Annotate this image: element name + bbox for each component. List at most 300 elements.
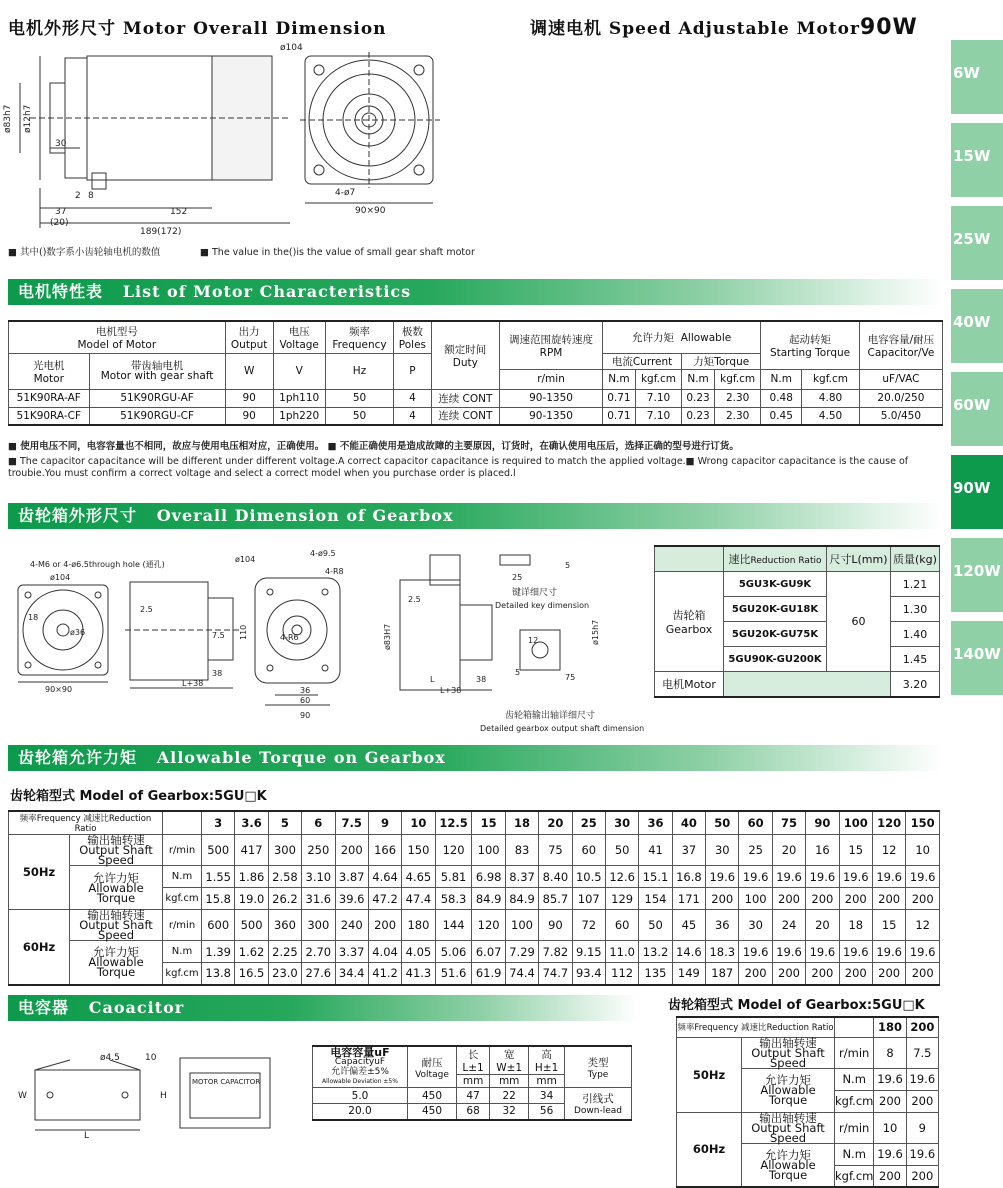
dim-30: 30 [55, 139, 67, 149]
torque-value: 7.82 [539, 941, 572, 963]
torque-value: 15 [872, 910, 905, 941]
u-nm: N.m [603, 369, 636, 389]
ratio-header: 18 [505, 811, 538, 835]
torque-value: 19.6 [772, 941, 805, 963]
h-capacitor: 电容容量/耐压 Capacitor/Ve [859, 321, 942, 369]
torque-value: 20 [806, 910, 839, 941]
ratio-header: 25 [572, 811, 605, 835]
torque-value: 180 [402, 910, 435, 941]
ratio-header: 150 [906, 811, 940, 835]
torque2-model-title: 齿轮箱型式 Model of Gearbox:5GU□K [668, 998, 925, 1013]
torque-value: 250 [302, 835, 335, 866]
torque-value: 200 [772, 888, 805, 910]
torque-value: 16 [806, 835, 839, 866]
torque-value: 7.29 [505, 941, 538, 963]
torque-value: 84.9 [472, 888, 505, 910]
gb-d110: 110 [239, 624, 248, 640]
torque-label: 允许力矩 Allowable Torque [70, 941, 163, 985]
note-voltage-cn: ■ 使用电压不同，电容容量也不相同，故应与使用电压相对应，正确使用。 ■ 不能正确使用是造成故障的主要原因，订货时，在确认使用电压后，选择正确的型号进行订货。 [8, 441, 739, 452]
tab-6w[interactable]: 6W [951, 40, 1003, 114]
unit-label: N.m [163, 866, 202, 888]
torque-value: 187 [706, 963, 739, 985]
ratio-header: 3 [202, 811, 235, 835]
torque-value: 16.8 [672, 866, 705, 888]
dim-152: 152 [170, 207, 188, 217]
torque-value: 4.64 [368, 866, 401, 888]
torque-value: 4.05 [402, 941, 435, 963]
torque-value: 240 [335, 910, 368, 941]
ratio-header: 40 [672, 811, 705, 835]
tab-25w[interactable]: 25W [951, 206, 1003, 280]
ratio-header: 50 [706, 811, 739, 835]
section-allowable-torque [8, 745, 943, 771]
torque-model-title: 齿轮箱型式 Model of Gearbox:5GU□K [10, 789, 267, 804]
torque-value: 149 [672, 963, 705, 985]
h-rpm: 调速范围旋转速度 RPM [500, 321, 603, 369]
section-gearbox-dimension [8, 503, 943, 529]
torque-value: 31.6 [302, 888, 335, 910]
u-nm3: N.m [761, 369, 802, 389]
unit-label: kgf.cm [163, 888, 202, 910]
h-plain-motor: 光电机 Motor [9, 353, 90, 389]
freq-label: 50Hz [9, 835, 70, 910]
table-row: 允许力矩 Allowable Torque N.m 19.6 19.6 [677, 1143, 939, 1165]
gb-d2-5: 2.5 [140, 605, 153, 614]
note-voltage-en: ■ The capacitor capacitance will be different under different voltage.A correct capacitor capacitance is required to match the applied voltage.■ Wrong capacitor capacitance is the cause of troubie.You must confirm a correct voltage and select a correct model when you purchase order is placed.l [8, 456, 909, 479]
torque-value: 100 [505, 910, 538, 941]
torque-value: 16.5 [235, 963, 268, 985]
cap-h: H [160, 1091, 167, 1101]
h-l: 长 L±1 [456, 1046, 489, 1075]
cap-l: L [84, 1131, 90, 1140]
torque-value: 11.0 [605, 941, 638, 963]
torque-value: 4.04 [368, 941, 401, 963]
h-frequency: 频率 Frequency [325, 321, 394, 353]
gearbox-mass-table [654, 545, 940, 698]
torque-value: 5.06 [435, 941, 472, 963]
speed-label: 输出轴转速 Output Shaft Speed [70, 910, 163, 941]
gb-d4-95: 4-ø9.5 [310, 549, 336, 558]
section-capacitor [8, 995, 638, 1021]
torque-value: 200 [368, 910, 401, 941]
gearbox-label: 齿轮箱 Gearbox [655, 572, 724, 672]
gb-d5: 5 [565, 561, 571, 570]
torque-value: 15 [839, 835, 872, 866]
torque-value: 2.70 [302, 941, 335, 963]
table-row: 5GU20K-GU75K 1.40 [655, 622, 940, 647]
torque-value: 19.6 [839, 866, 872, 888]
h-torque: 力矩Torque [682, 353, 761, 369]
gb-m6: 4-M6 or 4-ø6.5through hole (通孔) [30, 560, 165, 569]
torque-value: 3.10 [302, 866, 335, 888]
h-freq-ratio: 频率Frequency 减速比Reduction Ratio [9, 811, 163, 835]
note-small-gear-cn: ■ 其中()数字系小齿轮轴电机的数值 [8, 247, 161, 258]
torque-value: 417 [235, 835, 268, 866]
cap-d10: 10 [145, 1053, 157, 1063]
h-starting: 起动转矩 Starting Torque [761, 321, 860, 369]
gb-d25: 25 [512, 573, 523, 582]
torque-value: 4.65 [402, 866, 435, 888]
torque-value: 12 [906, 910, 940, 941]
torque-value: 13.8 [202, 963, 235, 985]
ratio-header: 30 [605, 811, 638, 835]
torque-value: 19.6 [706, 866, 739, 888]
torque-value: 45 [672, 910, 705, 941]
torque-value: 19.6 [772, 866, 805, 888]
section-gearbox-en: Overall Dimension of Gearbox [156, 506, 454, 525]
torque-value: 500 [202, 835, 235, 866]
torque-value: 19.6 [839, 941, 872, 963]
torque-value: 50 [605, 835, 638, 866]
gb-d36b: 36 [300, 686, 311, 695]
table-row: 齿轮箱 Gearbox 5GU3K-GU9K 60 1.21 [655, 572, 940, 597]
table-row: 5.0 450 47 22 34 引线式 Down-lead [313, 1088, 632, 1104]
ratio-header: 7.5 [335, 811, 368, 835]
freq-label: 60Hz [9, 910, 70, 985]
torque-value: 30 [706, 835, 739, 866]
page-title-right [530, 14, 918, 40]
gb-d2-5b: 2.5 [408, 595, 421, 604]
torque-value: 19.6 [806, 866, 839, 888]
unit-label: r/min [163, 910, 202, 941]
torque-value: 166 [368, 835, 401, 866]
torque-value: 37 [672, 835, 705, 866]
ratio-header: 9 [368, 811, 401, 835]
torque-value: 36 [706, 910, 739, 941]
h-duty: 额定时间 Duty [431, 321, 499, 389]
torque-value: 74.4 [505, 963, 538, 985]
gb-d7-5: 7.5 [212, 631, 225, 640]
torque-value: 200 [906, 888, 940, 910]
section-torque-cn: 齿轮箱允许力矩 [18, 748, 138, 767]
torque-value: 93.4 [572, 963, 605, 985]
title-left-en: Motor Overall Dimension [122, 19, 387, 39]
tab-15w[interactable]: 15W [951, 123, 1003, 197]
torque-value: 200 [839, 888, 872, 910]
torque-value: 18 [839, 910, 872, 941]
gb-d36: ø36 [70, 628, 86, 637]
gb-dl: L [430, 675, 435, 684]
torque-value: 300 [302, 910, 335, 941]
table-row: 允许力矩 Allowable Torque N.m 19.6 19.6 [677, 1068, 939, 1090]
key-detail-en: Detailed key dimension [495, 601, 590, 610]
torque-value: 27.6 [302, 963, 335, 985]
torque-value: 72 [572, 910, 605, 941]
capacitor-drawing [0, 1040, 300, 1140]
ratio-header: 75 [772, 811, 805, 835]
ratio-header: 36 [639, 811, 672, 835]
u-cap: uF/VAC [859, 369, 942, 389]
torque-value: 112 [605, 963, 638, 985]
section-torque-en: Allowable Torque on Gearbox [156, 748, 446, 767]
torque-value: 41.3 [402, 963, 435, 985]
h-poles: 极数 Poles [394, 321, 431, 353]
table-row: 20.0 450 68 32 56 [313, 1104, 632, 1120]
table-row: 50Hz 输出轴转速 Output Shaft Speed r/min 8 7.5 [677, 1037, 939, 1068]
torque-value: 13.2 [639, 941, 672, 963]
torque-value: 600 [202, 910, 235, 941]
torque-label: 允许力矩 Allowable Torque [70, 866, 163, 910]
dim-90x90: 90×90 [355, 206, 386, 216]
torque-value: 23.0 [268, 963, 301, 985]
gb-d90b: 90 [300, 711, 311, 720]
torque-value: 200 [739, 963, 772, 985]
gb-dl38b: L+38 [440, 686, 462, 695]
h2-freq-ratio: 频率Frequency 减速比Reduction Ratio [677, 1017, 835, 1037]
cap-label: MOTOR CAPACITOR [192, 1078, 261, 1086]
gb-d12: 12 [528, 636, 539, 645]
gb-d15: ø15h7 [591, 619, 600, 645]
u-rpm: r/min [500, 369, 603, 389]
torque-value: 1.55 [202, 866, 235, 888]
torque-value: 200 [706, 888, 739, 910]
table-row [9, 941, 940, 963]
torque-value: 51.6 [435, 963, 472, 985]
title-right-en: Speed Adjustable Motor [608, 19, 860, 39]
torque-value: 25 [739, 835, 772, 866]
torque-value: 34.4 [335, 963, 368, 985]
torque-value: 84.9 [505, 888, 538, 910]
torque-value: 19.6 [872, 866, 905, 888]
torque-value: 9.15 [572, 941, 605, 963]
table-row [9, 835, 940, 866]
table-row [655, 672, 940, 698]
tab-90w[interactable]: 90W [951, 455, 1003, 529]
gb-d38b: 38 [476, 675, 487, 684]
torque-value: 1.62 [235, 941, 268, 963]
table-row: kgf.cm 200 200 [677, 1090, 939, 1112]
section-gearbox-cn: 齿轮箱外形尺寸 [18, 506, 138, 525]
ratio-header: 3.6 [235, 811, 268, 835]
gb-d90: 90×90 [45, 685, 73, 694]
torque-value: 171 [672, 888, 705, 910]
h-gear-motor: 带齿轴电机 Motor with gear shaft [89, 353, 225, 389]
ratio-header: 60 [739, 811, 772, 835]
tab-140w[interactable]: 140W [951, 621, 1003, 695]
h-current: 电流Current [603, 353, 682, 369]
torque-value: 1.39 [202, 941, 235, 963]
ratio-header: 10 [402, 811, 435, 835]
section-cap-cn: 电容器 [18, 998, 70, 1017]
unit-label: N.m [163, 941, 202, 963]
shaft-detail-en: Detailed gearbox output shaft dimension [480, 724, 645, 733]
gb-dl38: L+38 [182, 679, 204, 688]
torque-value: 144 [435, 910, 472, 941]
title-left-cn: 电机外形尺寸 [8, 19, 116, 39]
capacitor-table: 电容容量uF CapacityuF 允许偏差±5% Allowable Deviation ±5% 耐压 Voltage 长 L±1 宽 W±1 高 H±1 类型 Type mm mm mm 5.0 450 47 22 34 引线式 Down-lead 20.0 450 68 32 56 [312, 1045, 632, 1121]
torque-value: 14.6 [672, 941, 705, 963]
table-row: 60Hz 输出轴转速 Output Shaft Speed r/min 10 9 [677, 1112, 939, 1143]
motor-dimension-drawing [0, 38, 500, 238]
dim-d104: ø104 [280, 43, 303, 53]
torque-value: 200 [772, 963, 805, 985]
dim-8: 8 [88, 191, 94, 201]
u-hz: Hz [325, 353, 394, 389]
gb-d83: ø83H7 [383, 623, 392, 650]
table-row: 51K90RA-AF 51K90RGU-AF 90 1ph110 50 4 连续 CONT 90-1350 0.71 7.10 0.23 2.30 0.48 4.80 20.0/250 [9, 389, 943, 407]
h-cap: 电容容量uF CapacityuF 允许偏差±5% Allowable Deviation ±5% [313, 1046, 408, 1088]
dim-2: 2 [75, 191, 81, 201]
h-w: 宽 W±1 [490, 1046, 529, 1075]
u-v: V [273, 353, 325, 389]
page-title-left [8, 14, 387, 39]
torque-value: 2.58 [268, 866, 301, 888]
gb-d38: 38 [212, 669, 223, 678]
cap-d4-5: ø4.5 [100, 1053, 120, 1063]
dim-d83h7: ø83h7 [3, 104, 13, 133]
shaft-detail-cn: 齿轮箱输出轴详细尺寸 [505, 711, 596, 721]
torque-value: 15.8 [202, 888, 235, 910]
gearbox-dimension-drawing [0, 540, 650, 740]
torque-value: 60 [572, 835, 605, 866]
speed-label: 输出轴转速 Output Shaft Speed [70, 835, 163, 866]
torque-value: 47.4 [402, 888, 435, 910]
table-row: kgf.cm 200 200 [677, 1165, 939, 1187]
torque-value: 8.40 [539, 866, 572, 888]
torque-value: 19.6 [739, 941, 772, 963]
torque-value: 120 [472, 910, 505, 941]
u-kgf3: kgf.cm [802, 369, 860, 389]
tab-40w[interactable]: 40W [951, 289, 1003, 363]
torque-value: 3.37 [335, 941, 368, 963]
motor-characteristics-table [8, 320, 943, 426]
ratio-header: 120 [872, 811, 905, 835]
ratio-header: 5 [268, 811, 301, 835]
table-row: 5GU90K-GU200K 1.45 [655, 647, 940, 672]
gearbox-length: 60 [827, 572, 891, 672]
tab-120w[interactable]: 120W [951, 538, 1003, 612]
title-power: 90W [859, 15, 918, 40]
gb-d104b: ø104 [235, 555, 256, 564]
torque-value: 200 [872, 963, 905, 985]
torque-value: 500 [235, 910, 268, 941]
torque-value: 200 [806, 888, 839, 910]
cap-type: 引线式 Down-lead [565, 1088, 632, 1120]
unit-label: r/min [163, 835, 202, 866]
table-row [9, 866, 940, 888]
torque-value: 100 [739, 888, 772, 910]
torque-value: 135 [639, 963, 672, 985]
torque-value: 61.9 [472, 963, 505, 985]
torque-value: 10.5 [572, 866, 605, 888]
torque-value: 8.37 [505, 866, 538, 888]
u-kgf2: kgf.cm [714, 369, 760, 389]
cap-w: W [18, 1091, 27, 1101]
section-cap-en: Caoacitor [88, 998, 185, 1017]
torque-value: 120 [435, 835, 472, 866]
torque-value: 200 [839, 963, 872, 985]
u-nm2: N.m [682, 369, 715, 389]
note-small-gear-en: ■ The value in the()is the value of small gear shaft motor [200, 247, 475, 258]
torque-value: 19.6 [806, 941, 839, 963]
torque-value: 85.7 [539, 888, 572, 910]
torque-table [8, 810, 940, 986]
ratio-header: 15 [472, 811, 505, 835]
torque-value: 154 [639, 888, 672, 910]
h-ratio: 速比Reduction Ratio [724, 546, 827, 572]
key-detail-cn: 键详细尺寸 [512, 588, 558, 598]
h-length: 尺寸L(mm) [827, 546, 891, 572]
u-w: W [225, 353, 273, 389]
dim-37: 37 [55, 207, 67, 217]
gb-d4-r6: 4-R6 [280, 633, 299, 642]
torque-value: 200 [806, 963, 839, 985]
gb-d18: 18 [28, 613, 39, 622]
section-motor-cn: 电机特性表 [18, 282, 104, 301]
ratio-header: 90 [806, 811, 839, 835]
torque-value: 19.6 [739, 866, 772, 888]
torque-value: 100 [472, 835, 505, 866]
torque-value: 200 [872, 888, 905, 910]
torque-value: 2.25 [268, 941, 301, 963]
torque-value: 12 [872, 835, 905, 866]
torque-value: 41.2 [368, 963, 401, 985]
h-h: 高 H±1 [529, 1046, 565, 1075]
torque-value: 200 [906, 963, 940, 985]
gb-d5b: 5 [515, 668, 521, 677]
torque-value: 150 [402, 835, 435, 866]
h-mass: 质量(kg) [890, 546, 939, 572]
torque-value: 15.1 [639, 866, 672, 888]
ratio-header: 6 [302, 811, 335, 835]
dim-189: 189(172) [140, 227, 182, 237]
tab-60w[interactable]: 60W [951, 372, 1003, 446]
torque-value: 360 [268, 910, 301, 941]
torque-value: 58.3 [435, 888, 472, 910]
torque-value: 300 [268, 835, 301, 866]
h-model: 电机型号 Model of Motor [9, 321, 226, 353]
h-voltage: 电压 Voltage [273, 321, 325, 353]
torque-value: 60 [605, 910, 638, 941]
table-row: 51K90RA-CF 51K90RGU-CF 90 1ph220 50 4 连续 CONT 90-1350 0.71 7.10 0.23 2.30 0.45 4.50 5.0/450 [9, 407, 943, 425]
ratio-header: 12.5 [435, 811, 472, 835]
torque-value: 83 [505, 835, 538, 866]
torque-value: 24 [772, 910, 805, 941]
ratio-header: 20 [539, 811, 572, 835]
torque-value: 6.98 [472, 866, 505, 888]
torque-value: 50 [639, 910, 672, 941]
torque-value: 18.3 [706, 941, 739, 963]
dim-4-d7: 4-ø7 [335, 188, 356, 198]
torque-value: 20 [772, 835, 805, 866]
torque-value: 5.81 [435, 866, 472, 888]
h-type: 类型 Type [565, 1046, 632, 1088]
section-motor-characteristics [8, 279, 943, 305]
torque-value: 39.6 [335, 888, 368, 910]
motor-mass-label: 电机Motor [655, 672, 724, 698]
torque-value: 19.6 [906, 866, 940, 888]
h-volt: 耐压 Voltage [408, 1046, 457, 1088]
torque-value: 3.87 [335, 866, 368, 888]
h-allowable: 允许力矩 Allowable [603, 321, 761, 353]
torque-value: 90 [539, 910, 572, 941]
dim-20: (20) [50, 218, 69, 228]
gb-d4-r8: 4-R8 [325, 567, 344, 576]
ratio-header: 100 [839, 811, 872, 835]
title-right-cn: 调速电机 [530, 19, 602, 39]
u-p: P [394, 353, 431, 389]
torque2-table: 频率Frequency 减速比Reduction Ratio 180 200 50Hz 输出轴转速 Output Shaft Speed r/min 8 7.5 允许力矩 Allowable Torque N.m 19.6 19.6 kgf.cm 200 200 60Hz 输出轴转速 Output Shaft Speed r/min 10 9 允许力矩 Allowable Torque N.m 19.6 19.6 kgf.cm 200 200 [676, 1016, 939, 1188]
unit-label: kgf.cm [163, 963, 202, 985]
torque-value: 19.0 [235, 888, 268, 910]
motor-mass: 3.20 [890, 672, 939, 698]
torque-value: 1.86 [235, 866, 268, 888]
gb-d60: 60 [300, 696, 311, 705]
section-motor-en: List of Motor Characteristics [122, 282, 412, 301]
torque-value: 30 [739, 910, 772, 941]
table-row: 5GU20K-GU18K 1.30 [655, 597, 940, 622]
torque-value: 19.6 [906, 941, 940, 963]
